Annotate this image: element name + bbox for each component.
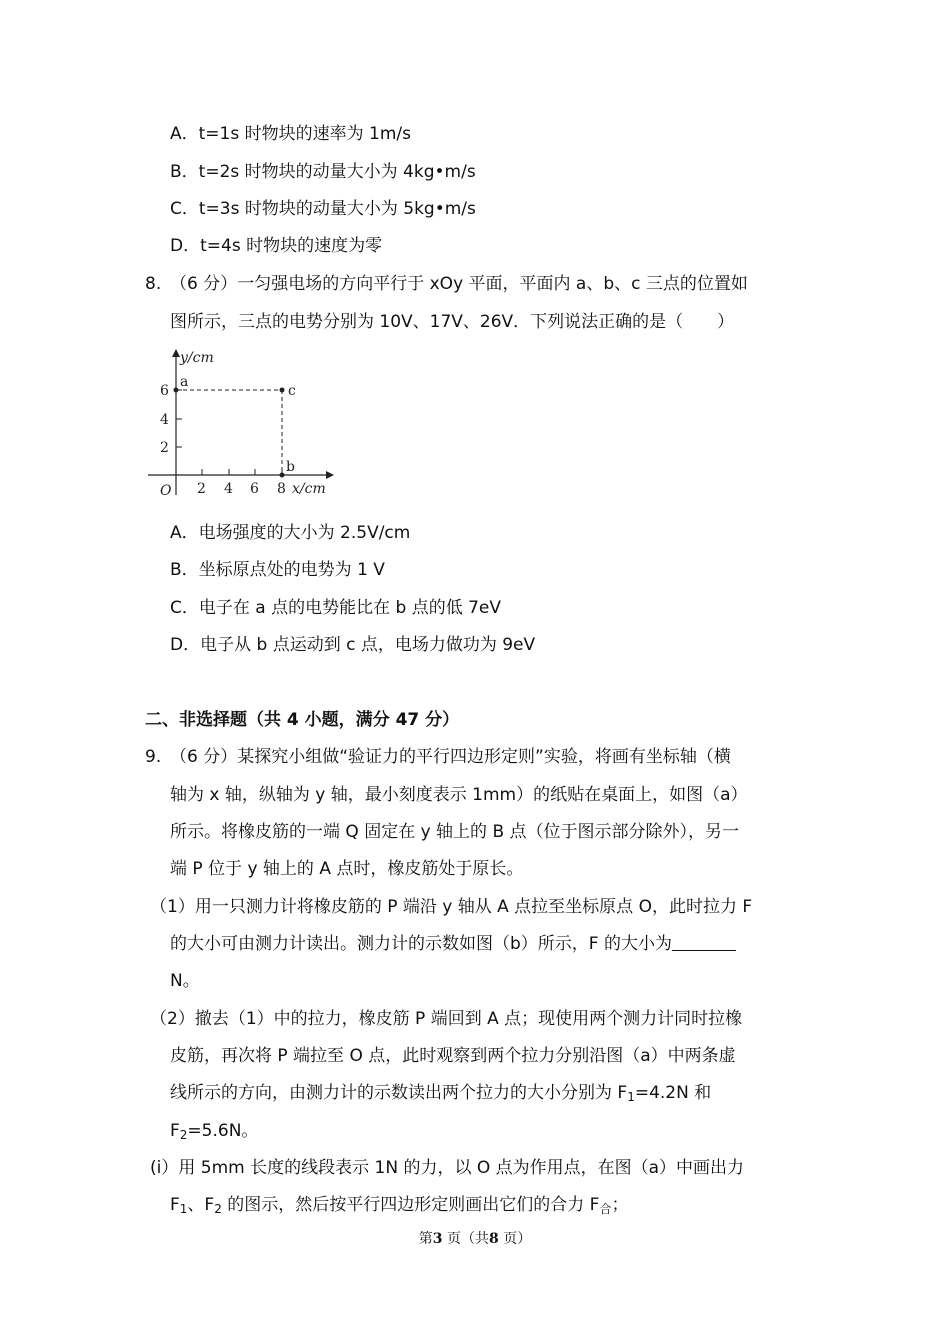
point-a-label: a bbox=[180, 374, 189, 390]
x-tick-label-6: 6 bbox=[250, 481, 259, 497]
q9-part1-line2 bbox=[170, 933, 736, 955]
q8-option-a: A．电场强度的大小为 2.5V/cm bbox=[170, 523, 411, 543]
x-tick-label-2: 2 bbox=[197, 481, 206, 497]
q7-option-a: A．t=1s 时物块的速率为 1m/s bbox=[170, 124, 411, 144]
x-tick-label-4: 4 bbox=[224, 481, 233, 497]
subscript: 1 bbox=[627, 1090, 635, 1104]
q9-part1-line3: N。 bbox=[170, 971, 200, 991]
text-end: ； bbox=[611, 1195, 629, 1215]
q9-number: 9. bbox=[145, 747, 162, 767]
q9-part2-line1: （2）撤去（1）中的拉力，橡皮筋 P 端回到 A 点；现使用两个测力计同时拉橡 bbox=[150, 1009, 743, 1029]
q7-option-d: D．t=4s 时物块的速度为零 bbox=[170, 236, 383, 256]
answer-blank bbox=[672, 934, 736, 951]
q9-part1-line1: （1）用一只测力计将橡皮筋的 P 端沿 y 轴从 A 点拉至坐标原点 O，此时拉力 F bbox=[150, 897, 753, 917]
q7-option-c: C．t=3s 时物块的动量大小为 5kg•m/s bbox=[170, 199, 476, 219]
q9-stem-line3: 所示。将橡皮筋的一端 Q 固定在 y 轴上的 B 点（位于图示部分除外），另一 bbox=[170, 822, 740, 842]
footer-total-pages: 8 bbox=[489, 1231, 499, 1247]
q9-part2-line4 bbox=[170, 1120, 258, 1146]
subscript: 合 bbox=[599, 1202, 612, 1216]
q8-number: 8. bbox=[145, 274, 162, 294]
y-axis-arrow bbox=[172, 349, 180, 357]
q8-stem-line2: 图所示，三点的电势分别为 10V、17V、26V．下列说法正确的是（ ） bbox=[170, 312, 735, 332]
point-c-dot bbox=[280, 388, 285, 393]
q9-stem-line2: 轴为 x 轴，纵轴为 y 轴，最小刻度表示 1mm）的纸贴在桌面上，如图（a） bbox=[170, 785, 748, 805]
q9-part2-line3 bbox=[170, 1082, 711, 1108]
subscript: 2 bbox=[214, 1202, 222, 1216]
y-tick-label-2: 2 bbox=[160, 440, 169, 456]
q7-option-b: B．t=2s 时物块的动量大小为 4kg•m/s bbox=[170, 162, 476, 182]
q8-option-d: D．电子从 b 点运动到 c 点，电场力做功为 9eV bbox=[170, 635, 536, 655]
q8-stem-line1: （6 分）一匀强电场的方向平行于 xOy 平面，平面内 a、b、c 三点的位置如 bbox=[170, 274, 748, 294]
text-f: F bbox=[170, 1195, 180, 1215]
section-2-title: 二、非选择题（共 4 小题，满分 47 分） bbox=[145, 710, 460, 730]
point-a-dot bbox=[174, 388, 179, 393]
x-axis-label: x/cm bbox=[292, 481, 326, 497]
subscript: 2 bbox=[179, 1128, 188, 1142]
q8-option-c: C．电子在 a 点的电势能比在 b 点的低 7eV bbox=[170, 598, 502, 618]
footer-post: 页） bbox=[498, 1231, 532, 1247]
q8-option-b: B．坐标原点处的电势为 1 V bbox=[170, 560, 385, 580]
origin-label: O bbox=[160, 483, 172, 499]
subscript: 1 bbox=[179, 1202, 188, 1216]
y-axis-label: y/cm bbox=[180, 350, 214, 366]
text-f2: 、F bbox=[187, 1195, 215, 1215]
q9-part2-line4-pre: F bbox=[170, 1121, 180, 1141]
q9-part-i-line2 bbox=[170, 1194, 628, 1220]
point-b-dot bbox=[280, 473, 285, 478]
y-tick-label-4: 4 bbox=[160, 412, 169, 428]
page-footer bbox=[0, 1228, 950, 1248]
footer-mid: 页（共 bbox=[442, 1231, 489, 1247]
footer-page-number: 3 bbox=[432, 1231, 443, 1247]
y-tick-label-6: 6 bbox=[160, 383, 169, 399]
q9-stem-line1: （6 分）某探究小组做“验证力的平行四边形定则”实验，将画有坐标轴（横 bbox=[170, 747, 731, 767]
q9-stem-line4: 端 P 位于 y 轴上的 A 点时，橡皮筋处于原长。 bbox=[170, 859, 524, 879]
q9-part-i-line1: (i）用 5mm 长度的线段表示 1N 的力，以 O 点为作用点，在图（a）中画出力 bbox=[150, 1158, 745, 1178]
q9-part1-line2-text: 的大小可由测力计读出。测力计的示数如图（b）所示，F 的大小为 bbox=[170, 934, 672, 954]
x-axis-arrow bbox=[326, 471, 334, 479]
q9-part2-line4-tail: =5.6N。 bbox=[187, 1121, 259, 1141]
point-c-label: c bbox=[288, 383, 296, 399]
footer-pre: 第 bbox=[418, 1231, 433, 1247]
q9-part2-line2: 皮筋，再次将 P 端拉至 O 点，此时观察到两个拉力分别沿图（a）中两条虚 bbox=[170, 1046, 736, 1066]
q8-coordinate-figure bbox=[140, 345, 340, 505]
q9-part2-line3-text: 线所示的方向，由测力计的示数读出两个拉力的大小分别为 F bbox=[170, 1083, 628, 1103]
text-mid: 的图示，然后按平行四边形定则画出它们的合力 F bbox=[221, 1195, 600, 1215]
x-tick-label-8: 8 bbox=[277, 481, 286, 497]
q9-part2-line3-tail: =4.2N 和 bbox=[634, 1083, 712, 1103]
point-b-label: b bbox=[286, 459, 295, 475]
